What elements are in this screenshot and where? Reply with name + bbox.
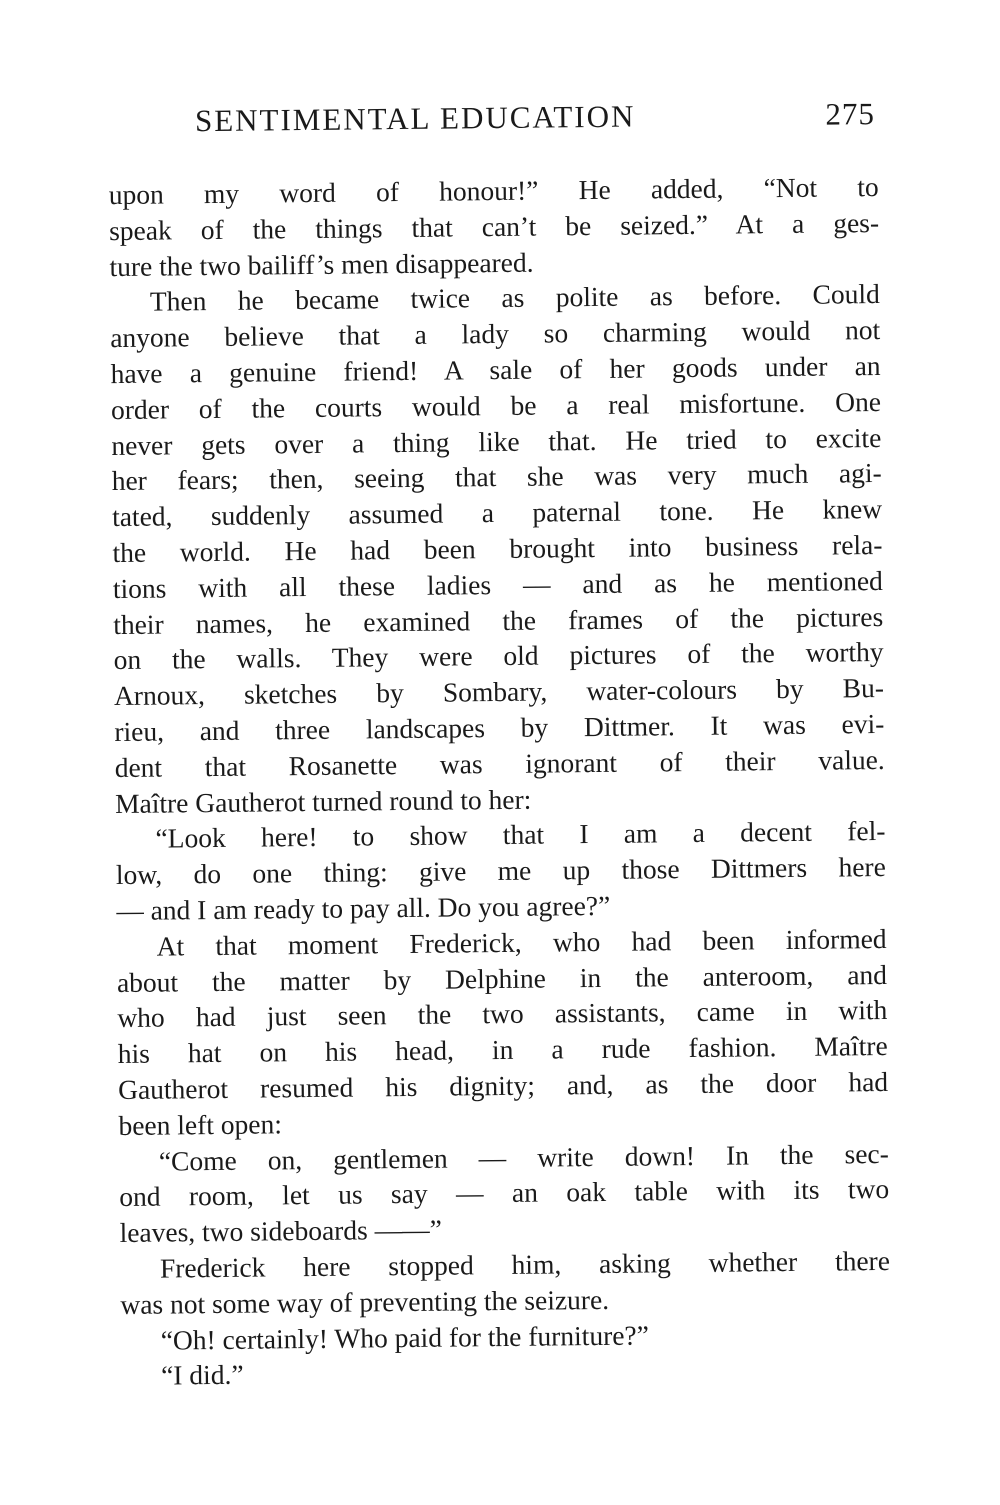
page-number: 275 [825,96,876,132]
text-line: “Look here! to show that I am a decent fel- [155,815,886,854]
text-line: have a genuine friend! A sale of her goods under an [110,349,881,390]
text-line: leaves, two sideboards ——” [119,1213,443,1249]
text-line: was not some way of preventing the seizure. [120,1283,610,1320]
text-line: ond room, let us say — an oak table with its two [119,1173,890,1213]
text-line: “I did.” [160,1359,244,1391]
text-line: who had just seen the two assistants, came in with [117,994,888,1034]
text-line: on the walls. They were old pictures of the worthy [113,636,884,676]
text-line: Frederick here stopped him, asking whether there [159,1244,891,1284]
text-line: “Come on, gentlemen — write down! In the sec- [158,1137,889,1177]
text-line: Then he became twice as polite as before. Could [149,278,880,318]
text-line: order of the courts would be a real misfortune. One [110,385,882,425]
text-line: been left open: [118,1108,283,1141]
text-line: never gets over a thing like that. He tried to excite [111,421,882,461]
running-head: SENTIMENTAL EDUCATION [194,98,636,139]
text-line: Gautherot resumed his dignity; and, as the door had [117,1065,889,1105]
page-header [195,96,875,147]
text-line: ture the two bailiff’s men disappeared. [109,246,534,282]
text-line: her fears; then, seeing that she was very much agi- [111,457,882,497]
text-line: anyone believe that a lady so charming would not [110,314,881,354]
text-line: At that moment Frederick, who had been informed [156,922,887,962]
text-line: tions with all these ladies — and as he mentioned [112,564,883,604]
text-line: tated, suddenly assumed a paternal tone. He knew [111,493,883,533]
text-line: about the matter by Delphine in the anteroom, and [116,958,888,998]
text-line: Maître Gautherot turned round to her: [114,783,532,819]
text-line: rieu, and three landscapes by Dittmer. It was evi- [114,707,885,747]
text-line: low, do one thing: give me up those Dittmers here [115,851,886,891]
text-line: their names, he examined the frames of the pictures [113,600,884,640]
text-line: Arnoux, sketches by Sombary, water-colours by Bu- [113,672,885,712]
text-line: “Oh! certainly! Who paid for the furniture?” [160,1318,650,1356]
text-line: his hat on his head, in a rude fashion. Maître [117,1030,888,1070]
text-line: upon my word of honour!” He added, “Not to [108,171,879,211]
text-line: speak of the things that can’t be seized.” At a ges- [108,206,880,246]
body-text [109,169,892,1394]
text-line: the world. He had been brought into business rela- [112,528,883,569]
text-line: — and I am ready to pay all. Do you agree?” [116,889,611,926]
text-line: dent that Rosanette was ignorant of their value. [114,743,885,783]
